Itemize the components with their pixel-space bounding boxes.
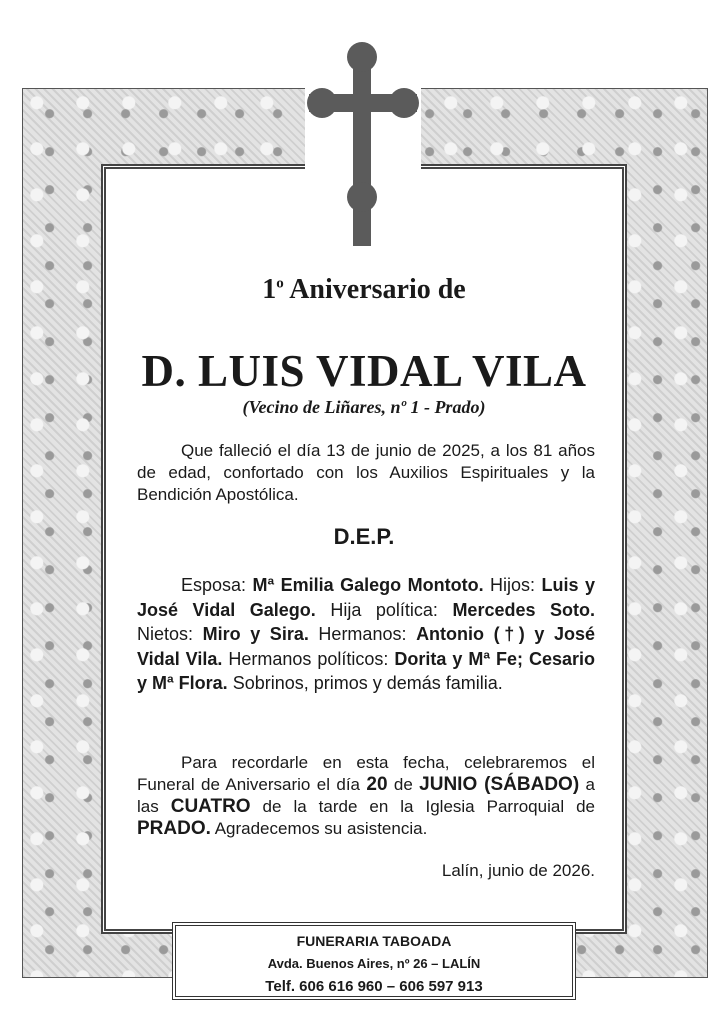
family-text-run: Hijos:: [483, 575, 542, 595]
company-address: Avda. Buenos Aires, nº 26 – LALÍN: [267, 956, 481, 971]
funeral-paragraph: [137, 752, 595, 840]
cross-icon: [307, 42, 419, 212]
dep-heading: D.E.P.: [333, 524, 395, 549]
funeral-text-run: 20: [366, 774, 388, 795]
family-paragraph: [137, 573, 595, 696]
family-text-run: Dorita y Mª Fe; Cesario y Mª Flora.: [137, 648, 595, 693]
family-text-run: Sobrinos, primos y demás familia.: [227, 673, 503, 693]
family-text-run: Mercedes Soto.: [452, 599, 596, 620]
funeral-text-run: PRADO.: [137, 818, 211, 839]
funeral-text-run: CUATRO: [170, 796, 251, 817]
residence-subtitle: (Vecino de Liñares, nº 1 - Prado): [242, 397, 486, 417]
family-text-run: Hija política:: [315, 599, 453, 620]
funeral-text-run: Para recordarle en esta fecha, celebraremos el Funeral de Aniversario el día: [137, 753, 595, 794]
family-text-run: Mª Emilia Galego Montoto.: [252, 575, 484, 595]
family-text-run: Hermanos:: [308, 624, 417, 644]
family-text-run: Hermanos políticos:: [222, 648, 395, 669]
funeral-text-run: Agradecemos su asistencia.: [210, 819, 428, 838]
company-name: FUNERARIA TABOADA: [296, 933, 452, 949]
funeral-text-run: de la tarde en la Iglesia Parroquial de: [250, 797, 595, 816]
company-phone: Telf. 606 616 960 – 606 597 913: [265, 978, 483, 995]
family-text-run: Miro y Sira.: [202, 624, 309, 644]
anniversary-title: 1$^o$ Aniversario de: [262, 274, 466, 305]
place-date: Lalín, junio de 2026.: [441, 861, 595, 880]
funeral-text-run: JUNIO (SÁBADO): [419, 774, 580, 795]
deceased-name: D. LUIS VIDAL VILA: [141, 346, 587, 396]
funeral-text-run: de: [387, 775, 420, 794]
family-text-run: Antonio (†) y José Vidal Vila.: [137, 624, 596, 669]
death-paragraph: Que falleció el día 13 de junio de 2025, a los 81 años de edad, confortado con los Auxilios Espirituales y la Bendición Apostólica.: [137, 441, 595, 504]
family-text-run: Esposa:: [181, 575, 253, 595]
funeral-text-run: a las: [137, 775, 595, 816]
funeral-home-box: [172, 922, 576, 1000]
family-text-run: Nietos:: [137, 624, 203, 644]
family-text-run: Luis y José Vidal Galego.: [137, 575, 596, 620]
